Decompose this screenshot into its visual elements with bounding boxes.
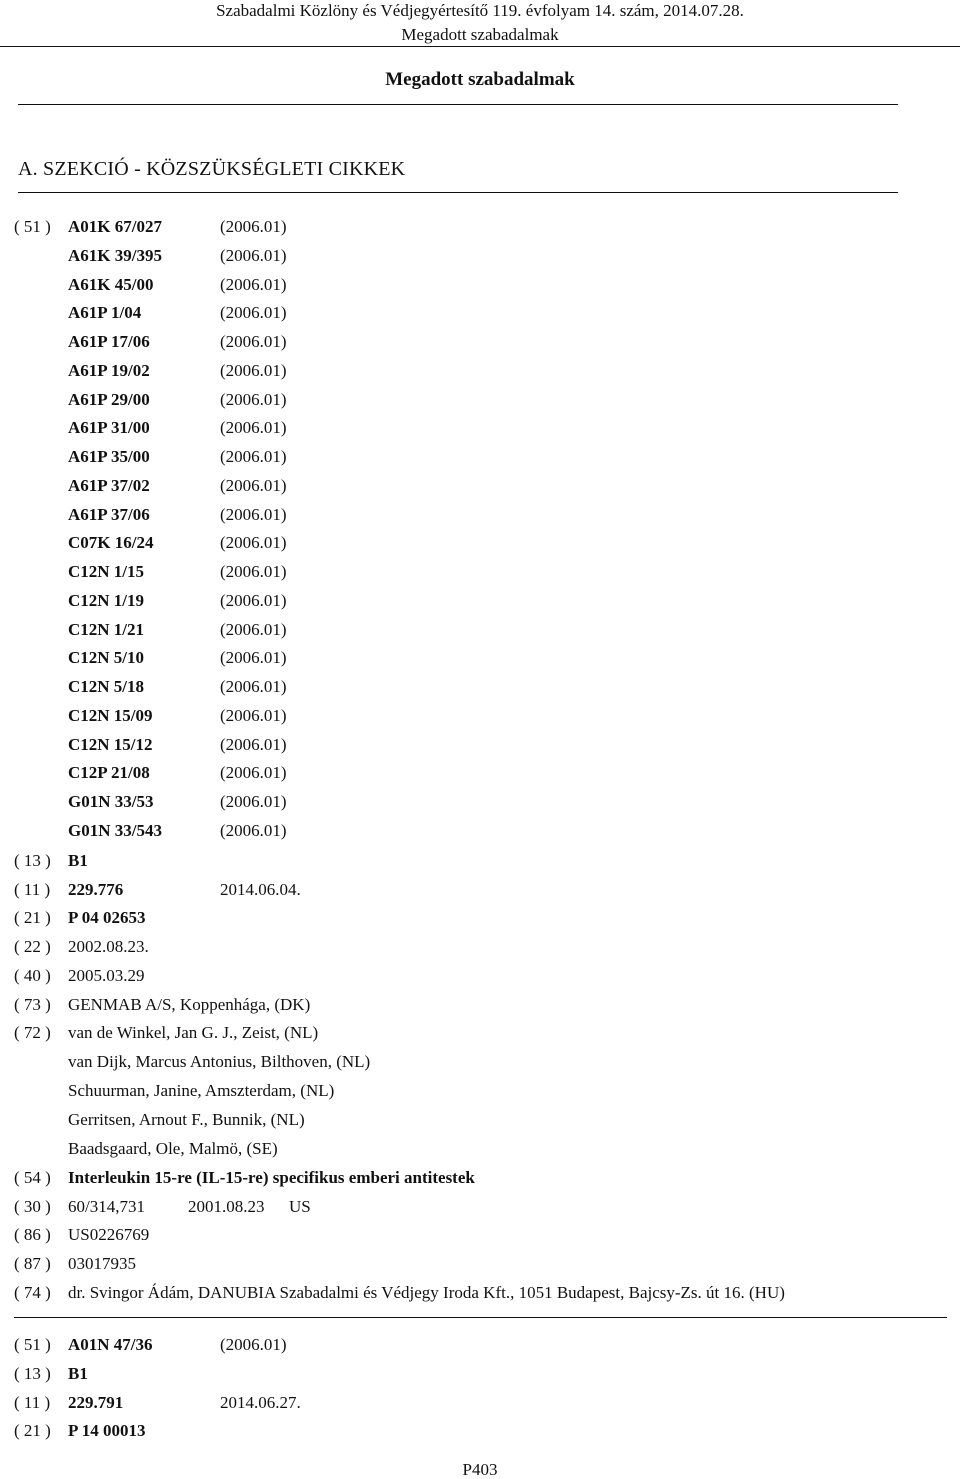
classification-version: (2006.01): [220, 418, 287, 438]
inid-code: ( 54 ): [14, 1168, 51, 1187]
inid-code: ( 73 ): [14, 995, 51, 1014]
inid-code: ( 40 ): [14, 966, 51, 985]
title-divider: [18, 104, 898, 105]
inventor: van de Winkel, Jan G. J., Zeist, (NL): [68, 1023, 319, 1042]
section-header: Megadott szabadalmak: [401, 25, 559, 44]
classification-code: G01N 33/543: [68, 820, 162, 840]
pct-application: US0226769: [68, 1225, 150, 1244]
classification-code: C12P 21/08: [68, 763, 150, 783]
grant-date: 2014.06.04.: [220, 880, 301, 899]
application-number: P 04 02653: [68, 908, 146, 927]
classification-code: A61P 17/06: [68, 332, 150, 351]
classification-version: (2006.01): [220, 332, 287, 351]
classification-code: A61K 39/395: [68, 245, 162, 265]
classification-code: A61P 31/00: [68, 418, 150, 438]
classification-code: A61P 37/06: [68, 504, 150, 524]
classification-version: (2006.01): [220, 677, 287, 696]
inid-code: ( 21 ): [14, 1421, 51, 1440]
classification-version: (2006.01): [220, 648, 287, 668]
inventor: Schuurman, Janine, Amszterdam, (NL): [68, 1081, 335, 1100]
classification-code: C12N 1/21: [68, 619, 145, 639]
representative: dr. Svingor Ádám, DANUBIA Szabadalmi és Védjegy Iroda Kft., 1051 Budapest, Bajcsy-Zs. út 16. (HU): [68, 1283, 785, 1302]
classification-version: (2006.01): [220, 274, 287, 294]
classification-version: (2006.01): [220, 792, 287, 811]
classification-code: A01N 47/36: [68, 1335, 153, 1354]
filing-date: 2002.08.23.: [68, 937, 149, 956]
inid-code: ( 51 ): [14, 217, 51, 236]
classification-code: C12N 1/15: [68, 562, 145, 581]
classification-code: A61K 45/00: [68, 274, 154, 294]
inid-code: ( 87 ): [14, 1254, 51, 1273]
inventor: van Dijk, Marcus Antonius, Bilthoven, (NL): [68, 1052, 371, 1071]
inid-code: ( 22 ): [14, 937, 51, 956]
page-title: Megadott szabadalmak: [385, 69, 575, 90]
classification-code: A61P 19/02: [68, 360, 150, 380]
classification-code: A01K 67/027: [68, 217, 162, 236]
classification-version: (2006.01): [220, 763, 287, 783]
inid-code: ( 11 ): [14, 1393, 51, 1412]
classification-version: (2006.01): [220, 360, 287, 380]
classification-version: (2006.01): [220, 619, 287, 639]
classification-version: (2006.01): [220, 705, 287, 725]
classification-code: C12N 5/18: [68, 677, 145, 696]
application-number: P 14 00013: [68, 1421, 146, 1440]
patent-holder: GENMAB A/S, Koppenhága, (DK): [68, 995, 311, 1014]
inid-code: ( 72 ): [14, 1023, 51, 1042]
classification-version: (2006.01): [220, 562, 287, 581]
classification-code: C12N 15/09: [68, 705, 153, 725]
inid-code: ( 13 ): [14, 851, 51, 870]
classification-version: (2006.01): [220, 245, 287, 265]
pct-publication: 03017935: [68, 1254, 136, 1273]
patent-number: 229.776: [68, 880, 124, 899]
inid-code: ( 86 ): [14, 1225, 51, 1244]
classification-version: (2006.01): [220, 475, 287, 495]
classification-version: (2006.01): [220, 734, 287, 754]
classification-code: A61P 37/02: [68, 475, 150, 495]
classification-version: (2006.01): [220, 447, 287, 466]
classification-version: (2006.01): [220, 504, 287, 524]
inid-code: ( 30 ): [14, 1197, 51, 1216]
classification-version: (2006.01): [220, 590, 287, 610]
classification-code: A61P 35/00: [68, 447, 150, 466]
section-title: A. SZEKCIÓ - KÖZSZÜKSÉGLETI CIKKEK: [18, 158, 406, 180]
inventor: Baadsgaard, Ole, Malmö, (SE): [68, 1139, 278, 1158]
kind-code: B1: [68, 851, 88, 870]
classification-code: A61P 1/04: [68, 303, 142, 323]
classification-version: (2006.01): [220, 820, 287, 840]
classification-version: (2006.01): [220, 389, 287, 409]
classification-code: C12N 1/19: [68, 590, 145, 610]
classification-version: (2006.01): [220, 303, 287, 323]
classification-code: G01N 33/53: [68, 792, 154, 811]
inid-code: ( 11 ): [14, 880, 51, 899]
journal-header: Szabadalmi Közlöny és Védjegyértesítő 119. évfolyam 14. szám, 2014.07.28.: [216, 1, 744, 20]
classification-version: (2006.01): [220, 533, 287, 553]
section-divider: [18, 192, 898, 193]
classification-version: (2006.01): [220, 1335, 287, 1354]
entry-divider: [14, 1317, 947, 1318]
classification-code: A61P 29/00: [68, 389, 150, 409]
kind-code: B1: [68, 1364, 88, 1383]
grant-date: 2014.06.27.: [220, 1393, 301, 1412]
classification-version: (2006.01): [220, 217, 287, 236]
patent-number: 229.791: [68, 1393, 124, 1412]
header-divider: [0, 46, 960, 47]
classification-code: C12N 15/12: [68, 734, 153, 754]
inid-code: ( 13 ): [14, 1364, 51, 1383]
publication-date: 2005.03.29: [68, 966, 145, 985]
priority-country: US: [289, 1197, 311, 1216]
inid-code: ( 74 ): [14, 1283, 51, 1302]
page-number: P403: [462, 1460, 498, 1479]
classification-code: C12N 5/10: [68, 648, 145, 668]
inventor: Gerritsen, Arnout F., Bunnik, (NL): [68, 1110, 305, 1129]
classification-code: C07K 16/24: [68, 533, 154, 553]
invention-title: Interleukin 15-re (IL-15-re) specifikus emberi antitestek: [68, 1168, 475, 1187]
inid-code: ( 21 ): [14, 908, 51, 927]
inid-code: ( 51 ): [14, 1335, 51, 1354]
priority-number: 60/314,731: [68, 1197, 145, 1216]
priority-date: 2001.08.23: [188, 1197, 265, 1216]
